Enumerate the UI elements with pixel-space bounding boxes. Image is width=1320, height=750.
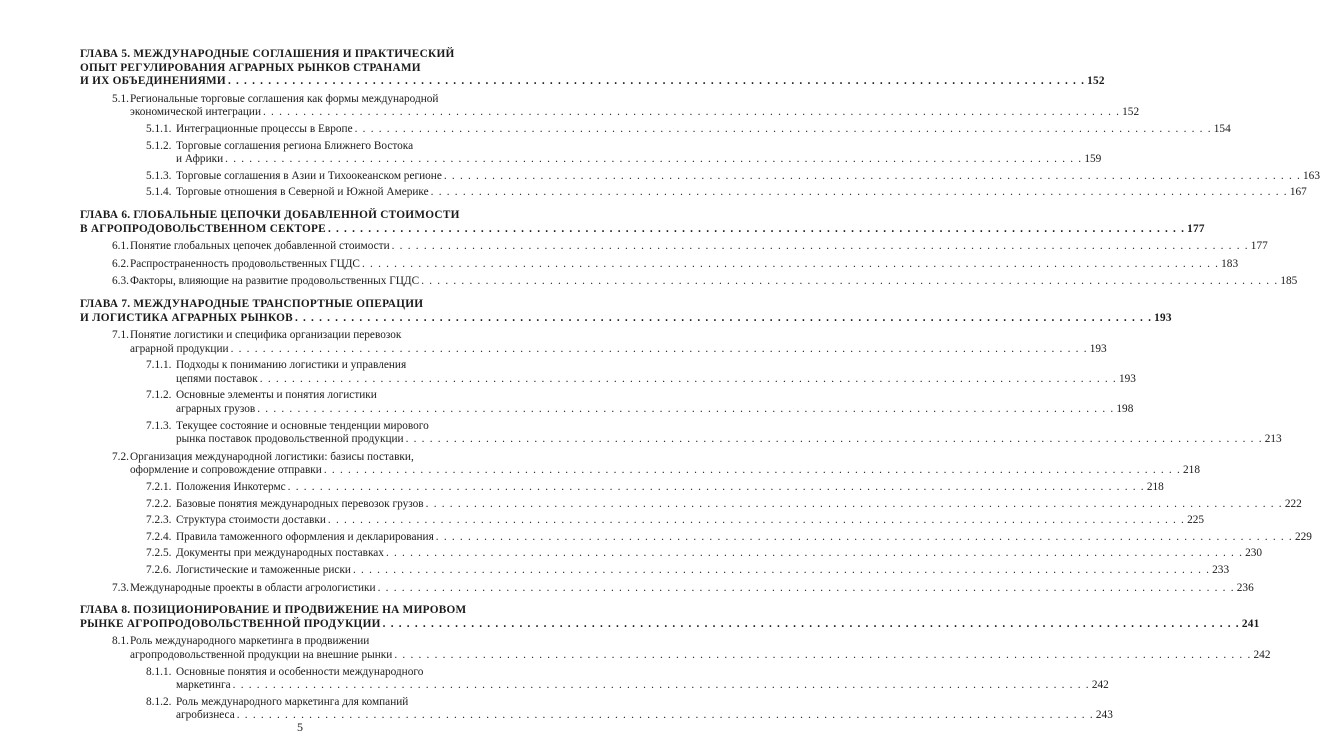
dot-leader: . . . . . . . . . . . . . . . . . . . . . . . . . . . . . . . . . . . . . . . . . . . . . . . . . . . . . . . . . . . . . . . . . . . . . . . . . . . . . . . . . . . . . . . . . . . . . . . . . . . . . . . . . . . <box>425 497 1283 510</box>
toc-entry-number: 7.2.4. <box>146 530 172 543</box>
toc-entry-title-line: Организация международной логистики: базисы поставки, <box>130 450 414 463</box>
toc-entry-number: 8.1. <box>112 635 129 648</box>
toc-entry-title-line: агропродовольственной продукции на внешние рынки <box>130 648 393 661</box>
toc-entry-title-line: Основные понятия и особенности международного <box>176 665 424 678</box>
dot-leader: . . . . . . . . . . . . . . . . . . . . . . . . . . . . . . . . . . . . . . . . . . . . . . . . . . . . . . . . . . . . . . . . . . . . . . . . . . . . . . . . . . . . . . . . . . . . . . . . . . . . . . . . . . . <box>443 169 1302 182</box>
dot-leader: . . . . . . . . . . . . . . . . . . . . . . . . . . . . . . . . . . . . . . . . . . . . . . . . . . . . . . . . . . . . . . . . . . . . . . . . . . . . . . . . . . . . . . . . . . . . . . . . . . . . . . . . . . . <box>361 257 1220 270</box>
toc-page-number: 177 <box>1187 222 1205 235</box>
toc-entry-title-line: Роль международного маркетинга для компаний <box>176 695 409 708</box>
toc-entry-title-line: И ИХ ОБЪЕДИНЕНИЯМИ <box>80 75 226 88</box>
toc-section[interactable] <box>80 635 1271 662</box>
toc-entry-number: 7.2.6. <box>146 564 172 576</box>
toc-entry-title-line: Понятие логистики и специфика организации перевозок <box>130 329 402 342</box>
toc-chapter[interactable] <box>80 48 1105 89</box>
toc-entry-title-line: и Африки <box>176 153 224 166</box>
toc-entry-title-line: Международные проекты в области агрологистики <box>130 581 376 594</box>
toc-chapter[interactable] <box>80 208 1205 236</box>
toc-page-number: 243 <box>1095 709 1113 722</box>
toc-entry-number: 7.1. <box>112 329 129 342</box>
dot-leader: . . . . . . . . . . . . . . . . . . . . . . . . . . . . . . . . . . . . . . . . . . . . . . . . . . . . . . . . . . . . . . . . . . . . . . . . . . . . . . . . . . . . . . . . . . . . . . . . . . . . . . . . . . . <box>327 222 1186 235</box>
toc-entry-number: 5.1.2. <box>146 139 172 152</box>
dot-leader: . . . . . . . . . . . . . . . . . . . . . . . . . . . . . . . . . . . . . . . . . . . . . . . . . . . . . . . . . . . . . . . . . . . . . . . . . . . . . . . . . . . . . . . . . . . . . . . . . . . . . . . . . . . <box>225 153 1083 166</box>
toc-entry-title-line: Роль международного маркетинга в продвижении <box>130 635 370 648</box>
toc-entry-number: 7.2.3. <box>146 514 172 527</box>
toc-page-number: 154 <box>1213 122 1231 135</box>
toc-subsection[interactable] <box>80 547 1263 561</box>
toc-entry-number: 5.1.4. <box>146 186 172 199</box>
toc-entry-number: 7.2.2. <box>146 497 172 510</box>
toc-page-number: 177 <box>1250 240 1268 253</box>
dot-leader: . . . . . . . . . . . . . . . . . . . . . . . . . . . . . . . . . . . . . . . . . . . . . . . . . . . . . . . . . . . . . . . . . . . . . . . . . . . . . . . . . . . . . . . . . . . . . . . . . . . . . . . . . . . <box>435 530 1293 543</box>
toc-entry-title-line: маркетинга <box>176 679 231 692</box>
toc-page-number: 230 <box>1245 547 1263 560</box>
toc-subsection[interactable] <box>80 564 1230 578</box>
toc-page-number: 222 <box>1284 497 1302 510</box>
toc-page-number: 163 <box>1303 169 1320 182</box>
toc-entry-title-line: Распространенность продовольственных ГЦДС <box>130 257 360 270</box>
toc-entry-number: 7.2.5. <box>146 547 172 560</box>
toc-entry-title-line: Понятие глобальных цепочек добавленной стоимости <box>130 240 390 253</box>
toc-page-number: 213 <box>1264 433 1282 446</box>
toc-page-number: 218 <box>1183 464 1200 477</box>
dot-leader: . . . . . . . . . . . . . . . . . . . . . . . . . . . . . . . . . . . . . . . . . . . . . . . . . . . . . . . . . . . . . . . . . . . . . . . . . . . . . . . . . . . . . . . . . . . . . . . . . . . . . . . . . . . <box>262 106 1121 119</box>
toc-section[interactable] <box>80 581 1254 596</box>
toc-entry-title-line: экономической интеграции <box>130 106 261 119</box>
toc-entry-title-line: Торговые соглашения в Азии и Тихоокеанском регионе <box>176 169 442 182</box>
toc-chapter[interactable] <box>80 297 1172 325</box>
toc-entry-title-line: агробизнеса <box>176 709 235 722</box>
dot-leader: . . . . . . . . . . . . . . . . . . . . . . . . . . . . . . . . . . . . . . . . . . . . . . . . . . . . . . . . . . . . . . . . . . . . . . . . . . . . . . . . . . . . . . . . . . . . . . . . . . . . . . . . . . . <box>323 464 1182 477</box>
toc-entry-title-line: цепями поставок <box>176 372 258 385</box>
toc-entry-title-line: Интеграционные процессы в Европе <box>176 122 353 135</box>
toc-entry-title-line: Торговые отношения в Северной и Южной Америке <box>176 186 429 199</box>
toc-subsection[interactable] <box>80 169 1320 184</box>
toc-subsection[interactable] <box>80 481 1164 495</box>
toc-page-number: 193 <box>1118 372 1136 385</box>
toc-entry-title-line: Текущее состояние и основные тенденции мирового <box>176 419 429 432</box>
dot-leader: . . . . . . . . . . . . . . . . . . . . . . . . . . . . . . . . . . . . . . . . . . . . . . . . . . . . . . . . . . . . . . . . . . . . . . . . . . . . . . . . . . . . . . . . . . . . . . . . . . . . . . . . . . . <box>354 122 1212 135</box>
toc-subsection[interactable] <box>80 389 1134 416</box>
toc-entry-number: 7.1.1. <box>146 359 172 372</box>
dot-leader: . . . . . . . . . . . . . . . . . . . . . . . . . . . . . . . . . . . . . . . . . . . . . . . . . . . . . . . . . . . . . . . . . . . . . . . . . . . . . . . . . . . . . . . . . . . . . . . . . . . . . . . . . . . <box>294 311 1153 324</box>
toc-entry-number: 5.1.3. <box>146 169 172 182</box>
page-number: 5 <box>297 720 303 734</box>
toc-section[interactable] <box>80 240 1268 254</box>
toc-page-number: 242 <box>1253 648 1271 661</box>
toc-entry-title-line: РЫНКЕ АГРОПРОДОВОЛЬСТВЕННОЙ ПРОДУКЦИИ <box>80 617 381 630</box>
dot-leader: . . . . . . . . . . . . . . . . . . . . . . . . . . . . . . . . . . . . . . . . . . . . . . . . . . . . . . . . . . . . . . . . . . . . . . . . . . . . . . . . . . . . . . . . . . . . . . . . . . . . . . . . . . . <box>227 75 1086 88</box>
toc-page-number: 236 <box>1236 581 1254 594</box>
toc-subsection[interactable] <box>80 419 1282 447</box>
toc-section[interactable] <box>80 275 1298 289</box>
toc-entry-number: 7.2. <box>112 450 129 463</box>
dot-leader: . . . . . . . . . . . . . . . . . . . . . . . . . . . . . . . . . . . . . . . . . . . . . . . . . . . . . . . . . . . . . . . . . . . . . . . . . . . . . . . . . . . . . . . . . . . . . . . . . . . . . . . . . . . <box>236 709 1094 722</box>
toc-entry-title-line: Факторы, влияющие на развитие продовольственных ГЦДС <box>130 275 420 288</box>
toc-entry-number: 6.2. <box>112 257 129 270</box>
toc-entry-title-line: аграрной продукции <box>130 342 229 355</box>
toc-entry-title-line: Документы при международных поставках <box>176 547 384 560</box>
toc-entry-title-line: ГЛАВА 5. МЕЖДУНАРОДНЫЕ СОГЛАШЕНИЯ И ПРАКТИЧЕСКИЙ <box>80 48 455 60</box>
toc-entry-title-line: Логистические и таможенные риски <box>176 564 351 576</box>
toc-entry-title-line: Правила таможенного оформления и декларирования <box>176 530 434 543</box>
toc-section[interactable] <box>80 450 1200 478</box>
toc-entry-number: 6.1. <box>112 240 129 253</box>
toc-subsection[interactable] <box>80 665 1109 693</box>
toc-page-number: 233 <box>1212 564 1230 576</box>
toc-subsection[interactable] <box>80 530 1312 545</box>
toc-subsection[interactable] <box>80 514 1205 528</box>
toc-section[interactable] <box>80 329 1107 356</box>
dot-leader: . . . . . . . . . . . . . . . . . . . . . . . . . . . . . . . . . . . . . . . . . . . . . . . . . . . . . . . . . . . . . . . . . . . . . . . . . . . . . . . . . . . . . . . . . . . . . . . . . . . . . . . . . . . <box>391 240 1249 253</box>
toc-entry-number: 5.1.1. <box>146 122 172 135</box>
toc-entry-number: 6.3. <box>112 275 129 288</box>
dot-leader: . . . . . . . . . . . . . . . . . . . . . . . . . . . . . . . . . . . . . . . . . . . . . . . . . . . . . . . . . . . . . . . . . . . . . . . . . . . . . . . . . . . . . . . . . . . . . . . . . . . . . . . . . . . <box>394 648 1252 661</box>
toc-chapter[interactable] <box>80 604 1260 631</box>
toc-page-number: 242 <box>1091 679 1109 692</box>
toc-page-number: 198 <box>1116 403 1134 416</box>
toc-page-number: 241 <box>1241 617 1260 630</box>
table-of-contents <box>80 48 1320 723</box>
toc-page-number: 229 <box>1294 530 1312 543</box>
toc-entry-number: 7.3. <box>112 581 129 594</box>
dot-leader: . . . . . . . . . . . . . . . . . . . . . . . . . . . . . . . . . . . . . . . . . . . . . . . . . . . . . . . . . . . . . . . . . . . . . . . . . . . . . . . . . . . . . . . . . . . . . . . . . . . . . . . . . . . <box>327 514 1186 527</box>
toc-entry-title-line: рынка поставок продовольственной продукции <box>176 433 404 446</box>
dot-leader: . . . . . . . . . . . . . . . . . . . . . . . . . . . . . . . . . . . . . . . . . . . . . . . . . . . . . . . . . . . . . . . . . . . . . . . . . . . . . . . . . . . . . . . . . . . . . . . . . . . . . . . . . . . <box>232 679 1090 692</box>
toc-entry-title-line: Подходы к пониманию логистики и управления <box>176 359 407 372</box>
toc-entry-title-line: Положения Инкотермс <box>176 481 286 494</box>
dot-leader: . . . . . . . . . . . . . . . . . . . . . . . . . . . . . . . . . . . . . . . . . . . . . . . . . . . . . . . . . . . . . . . . . . . . . . . . . . . . . . . . . . . . . . . . . . . . . . . . . . . . . . . . . . . <box>385 547 1244 560</box>
toc-subsection[interactable] <box>80 122 1231 137</box>
toc-entry-title-line: оформление и сопровождение отправки <box>130 464 322 477</box>
toc-page-number: 193 <box>1154 311 1172 324</box>
toc-section[interactable] <box>80 257 1239 272</box>
toc-page-number: 185 <box>1280 275 1298 288</box>
dot-leader: . . . . . . . . . . . . . . . . . . . . . . . . . . . . . . . . . . . . . . . . . . . . . . . . . . . . . . . . . . . . . . . . . . . . . . . . . . . . . . . . . . . . . . . . . . . . . . . . . . . . . . . . . . . <box>421 275 1279 288</box>
dot-leader: . . . . . . . . . . . . . . . . . . . . . . . . . . . . . . . . . . . . . . . . . . . . . . . . . . . . . . . . . . . . . . . . . . . . . . . . . . . . . . . . . . . . . . . . . . . . . . . . . . . . . . . . . . . <box>352 564 1211 576</box>
dot-leader: . . . . . . . . . . . . . . . . . . . . . . . . . . . . . . . . . . . . . . . . . . . . . . . . . . . . . . . . . . . . . . . . . . . . . . . . . . . . . . . . . . . . . . . . . . . . . . . . . . . . . . . . . . . <box>382 617 1240 630</box>
toc-section[interactable] <box>80 92 1140 120</box>
dot-leader: . . . . . . . . . . . . . . . . . . . . . . . . . . . . . . . . . . . . . . . . . . . . . . . . . . . . . . . . . . . . . . . . . . . . . . . . . . . . . . . . . . . . . . . . . . . . . . . . . . . . . . . . . . . <box>405 433 1263 446</box>
toc-entry-title-line: Базовые понятия международных перевозок грузов <box>176 497 424 510</box>
dot-leader: . . . . . . . . . . . . . . . . . . . . . . . . . . . . . . . . . . . . . . . . . . . . . . . . . . . . . . . . . . . . . . . . . . . . . . . . . . . . . . . . . . . . . . . . . . . . . . . . . . . . . . . . . . . <box>287 481 1145 494</box>
toc-page-number: 152 <box>1087 75 1105 88</box>
toc-entry-number: 7.2.1. <box>146 481 172 494</box>
toc-entry-title-line: ГЛАВА 8. ПОЗИЦИОНИРОВАНИЕ И ПРОДВИЖЕНИЕ НА МИРОВОМ <box>80 604 467 617</box>
toc-entry-title-line: ГЛАВА 7. МЕЖДУНАРОДНЫЕ ТРАНСПОРТНЫЕ ОПЕРАЦИИ <box>80 297 424 310</box>
toc-page-number: 152 <box>1122 106 1140 119</box>
toc-entry-number: 5.1. <box>112 92 129 105</box>
dot-leader: . . . . . . . . . . . . . . . . . . . . . . . . . . . . . . . . . . . . . . . . . . . . . . . . . . . . . . . . . . . . . . . . . . . . . . . . . . . . . . . . . . . . . . . . . . . . . . . . . . . . . . . . . . . <box>230 342 1088 355</box>
dot-leader: . . . . . . . . . . . . . . . . . . . . . . . . . . . . . . . . . . . . . . . . . . . . . . . . . . . . . . . . . . . . . . . . . . . . . . . . . . . . . . . . . . . . . . . . . . . . . . . . . . . . . . . . . . . <box>430 186 1288 199</box>
toc-page-number: 193 <box>1089 342 1107 355</box>
toc-page-number: 183 <box>1221 257 1239 270</box>
toc-entry-title-line: В АГРОПРОДОВОЛЬСТВЕННОМ СЕКТОРЕ <box>80 222 326 235</box>
toc-page-number: 225 <box>1187 514 1205 527</box>
toc-entry-title-line: Региональные торговые соглашения как формы международной <box>130 92 439 105</box>
toc-entry-title-line: И ЛОГИСТИКА АГРАРНЫХ РЫНКОВ <box>80 311 293 324</box>
toc-entry-title-line: ОПЫТ РЕГУЛИРОВАНИЯ АГРАРНЫХ РЫНКОВ СТРАНАМИ <box>80 61 421 74</box>
toc-entry-title-line: Торговые соглашения региона Ближнего Востока <box>176 139 414 152</box>
toc-entry-number: 8.1.1. <box>146 665 172 678</box>
toc-entry-number: 7.1.3. <box>146 419 172 432</box>
toc-subsection[interactable] <box>80 497 1302 512</box>
toc-page-number: 167 <box>1289 186 1307 199</box>
dot-leader: . . . . . . . . . . . . . . . . . . . . . . . . . . . . . . . . . . . . . . . . . . . . . . . . . . . . . . . . . . . . . . . . . . . . . . . . . . . . . . . . . . . . . . . . . . . . . . . . . . . . . . . . . . . <box>377 581 1235 594</box>
toc-subsection[interactable] <box>80 186 1307 200</box>
toc-entry-number: 7.1.2. <box>146 389 172 402</box>
dot-leader: . . . . . . . . . . . . . . . . . . . . . . . . . . . . . . . . . . . . . . . . . . . . . . . . . . . . . . . . . . . . . . . . . . . . . . . . . . . . . . . . . . . . . . . . . . . . . . . . . . . . . . . . . . . <box>257 403 1115 416</box>
toc-entry-title-line: Основные элементы и понятия логистики <box>176 389 377 402</box>
toc-page-number: 218 <box>1146 481 1164 494</box>
toc-subsection[interactable] <box>80 359 1136 386</box>
toc-entry-title-line: Структура стоимости доставки <box>176 514 326 527</box>
toc-entry-title-line: ГЛАВА 6. ГЛОБАЛЬНЫЕ ЦЕПОЧКИ ДОБАВЛЕННОЙ СТОИМОСТИ <box>80 208 460 221</box>
toc-entry-title-line: аграрных грузов <box>176 403 256 416</box>
dot-leader: . . . . . . . . . . . . . . . . . . . . . . . . . . . . . . . . . . . . . . . . . . . . . . . . . . . . . . . . . . . . . . . . . . . . . . . . . . . . . . . . . . . . . . . . . . . . . . . . . . . . . . . . . . . <box>259 372 1117 385</box>
toc-subsection[interactable] <box>80 139 1102 167</box>
toc-entry-number: 8.1.2. <box>146 695 172 708</box>
toc-page-number: 159 <box>1084 153 1102 166</box>
toc-subsection[interactable] <box>80 695 1113 723</box>
